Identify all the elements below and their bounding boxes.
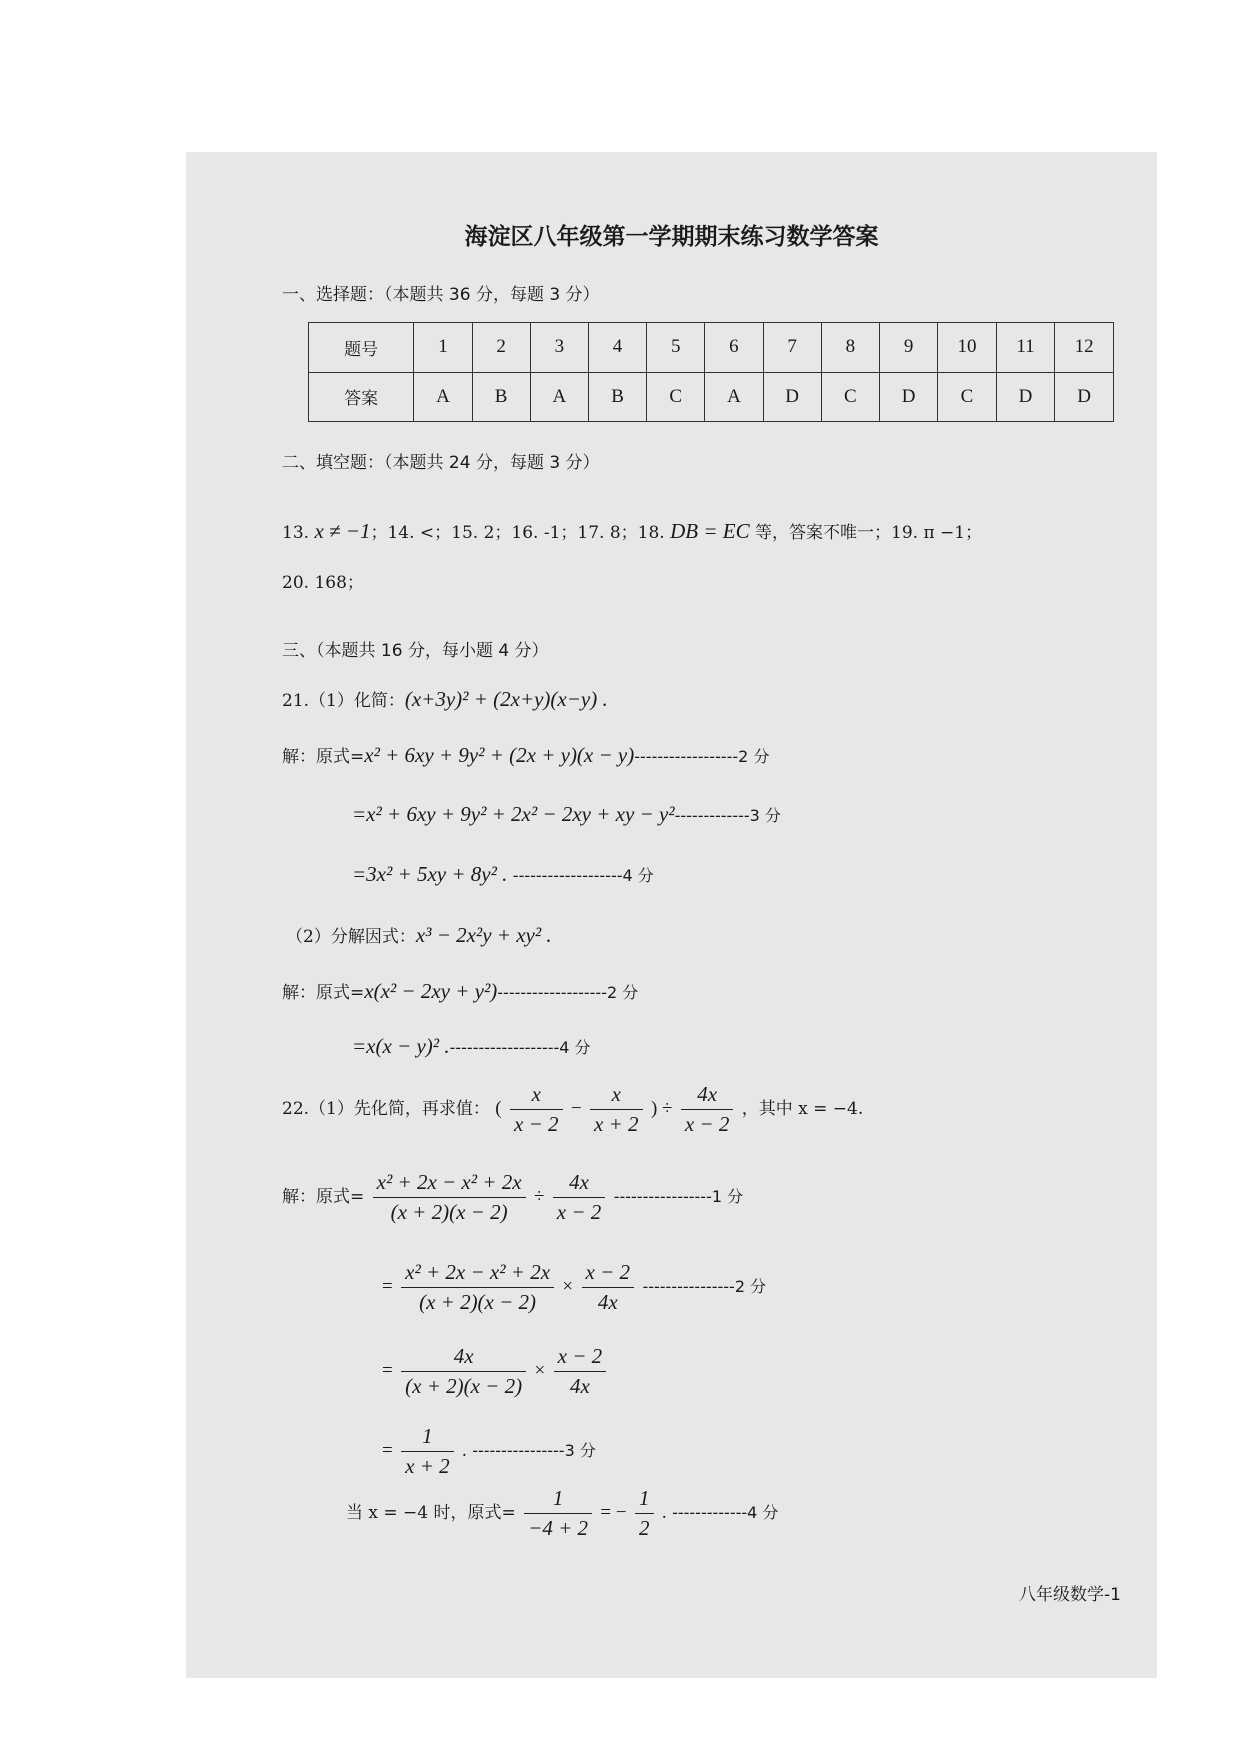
score-mark: ------------------2 分: [634, 747, 770, 766]
table-cell: C: [821, 372, 879, 422]
q21-1-step2-expr: =x² + 6xy + 9y² + 2x² − 2xy + xy − y²: [352, 802, 675, 826]
section3-heading: 三、（本题共 16 分，每小题 4 分）: [282, 641, 549, 661]
table-cell: 8: [821, 323, 879, 373]
table-cell: D: [763, 372, 821, 422]
q21-1-step2: [352, 802, 781, 827]
table-cell: 11: [996, 323, 1055, 373]
q21-1-expr: (x+3y)² + (2x+y)(x−y) .: [404, 687, 608, 711]
fraction: $\frac{\text{x² + 2x − x² + 2x}}{(x + 2)(x - 2)}$: [373, 1170, 526, 1225]
table-cell: 6: [705, 323, 763, 373]
table-cell: C: [647, 372, 705, 422]
table-cell: D: [996, 372, 1055, 422]
q21-1-prompt: [282, 686, 608, 712]
page-title: 海淀区八年级第一学期期末练习数学答案: [464, 224, 879, 250]
q22-final: 当 x = −4 时，原式= $\frac{1}{-4 + 2}$ = − $\frac{1}{2}$ . -------------4 分: [346, 1486, 779, 1540]
section1-heading: 一、选择题：（本题共 36 分，每题 3 分）: [282, 285, 600, 305]
table-cell: A: [414, 372, 472, 422]
q22-final-label: 当 x = −4 时，原式=: [346, 1503, 516, 1523]
fraction: $\frac{4x}{(x + 2)(x - 2)}$: [401, 1344, 526, 1399]
q22-label: 22.（1）先化简，再求值：: [282, 1099, 490, 1119]
answers-14-18: ；14. <；15. 2；16. -1；17. 8；18.: [370, 523, 665, 543]
q21-2-prompt: [286, 922, 552, 948]
page-footer: 八年级数学-1: [1019, 1585, 1121, 1605]
q21-2-step1-expr: x(x² − 2xy + y²): [364, 979, 498, 1003]
fraction: $\frac{1}{x + 2}$: [401, 1424, 454, 1479]
fraction: $\frac{1}{-4 + 2}$: [524, 1486, 592, 1541]
fraction: $\frac{4x}{x - 2}$: [681, 1082, 734, 1137]
solution-label: 解：原式=: [282, 747, 365, 767]
q21-1-label: 21.（1）化简：: [282, 691, 405, 711]
table-cell: 2: [472, 323, 530, 373]
table-cell: D: [1055, 372, 1114, 422]
fraction: $\frac{1}{2}$: [635, 1486, 654, 1541]
q21-2-expr: x³ − 2x²y + xy² .: [415, 923, 552, 947]
q22-step4: = $\frac{1}{x + 2}$ . ----------------3 分: [382, 1424, 596, 1478]
q21-1-step3: [352, 862, 654, 887]
answer-13-label: 13.: [282, 523, 310, 543]
table-header-cell: 答案: [309, 372, 414, 422]
score-mark: ----------------2 分: [642, 1277, 767, 1296]
solution-label: 解：原式=: [282, 1187, 365, 1207]
table-cell: B: [472, 372, 530, 422]
q22-step3: = $\frac{4x}{(x + 2)(x - 2)}$ × $\frac{x - 2}{4x}$: [382, 1344, 609, 1399]
table-cell: B: [588, 372, 646, 422]
section2-answers-line1: [282, 518, 982, 544]
q21-2-step1: [282, 978, 638, 1004]
q21-1-step1-expr: x² + 6xy + 9y² + (2x + y)(x − y): [364, 743, 635, 767]
table-cell: C: [938, 372, 997, 422]
table-cell: 9: [879, 323, 937, 373]
section2-heading: 二、填空题：（本题共 24 分，每题 3 分）: [282, 453, 600, 473]
fraction: $\frac{x - 2}{4x}$: [554, 1344, 607, 1399]
fraction: $\frac{x}{x - 2}$: [510, 1082, 563, 1137]
table-cell: 12: [1055, 323, 1114, 373]
table-cell: A: [530, 372, 588, 422]
answer-table: [308, 322, 1114, 422]
q22-condition: ，其中 x = −4.: [741, 1099, 864, 1119]
fraction: $\frac{\text{x² + 2x − x² + 2x}}{(x + 2)(x - 2)}$: [401, 1260, 554, 1315]
fraction: $\frac{x}{x + 2}$: [590, 1082, 643, 1137]
table-row: [309, 323, 1114, 373]
table-header-cell: 题号: [309, 323, 414, 373]
fraction: $\frac{x - 2}{4x}$: [582, 1260, 635, 1315]
table-cell: 1: [414, 323, 472, 373]
table-row: [309, 372, 1114, 422]
score-mark: -------------------4 分: [512, 866, 654, 885]
score-mark: -----------------1 分: [613, 1187, 744, 1206]
scanned-page: [186, 152, 1157, 1678]
q22-prompt: 22.（1）先化简，再求值： ( $\frac{x}{x - 2}$ − $\frac{x}{x + 2}$ ) ÷ $\frac{4x}{x - 2}$ ，其中 x = −4.: [282, 1082, 864, 1136]
q22-step1: 解：原式= $\frac{\text{x² + 2x − x² + 2x}}{(x + 2)(x - 2)}$ ÷ $\frac{4x}{x - 2}$ -----------------1 分: [282, 1170, 744, 1224]
score-mark: -------------4 分: [672, 1503, 779, 1522]
answers-18-19: 等，答案不唯一；19. π −1；: [755, 523, 983, 543]
solution-label: 解：原式=: [282, 983, 365, 1003]
score-mark: -------------3 分: [674, 806, 781, 825]
table-cell: 5: [647, 323, 705, 373]
fraction: $\frac{4x}{x - 2}$: [553, 1170, 606, 1225]
table-cell: 4: [588, 323, 646, 373]
score-mark: -------------------4 分: [449, 1038, 591, 1057]
q21-1-step1: [282, 742, 769, 768]
section2-answers-line2: 20. 168；: [282, 573, 364, 593]
q21-1-step3-expr: =3x² + 5xy + 8y² .: [352, 862, 508, 886]
q21-2-step2: [352, 1034, 591, 1059]
answer-18-expr: DB = EC: [670, 519, 750, 543]
table-cell: A: [705, 372, 763, 422]
table-cell: D: [879, 372, 937, 422]
answer-13-expr: x ≠ −1: [314, 519, 371, 543]
q21-2-step2-expr: =x(x − y)² .: [352, 1034, 450, 1058]
q22-step2: = $\frac{\text{x² + 2x − x² + 2x}}{(x + 2)(x - 2)}$ × $\frac{x - 2}{4x}$ ----------------2 分: [382, 1260, 767, 1314]
q21-2-label: （2）分解因式：: [286, 927, 416, 947]
score-mark: -------------------2 分: [497, 983, 639, 1002]
table-cell: 7: [763, 323, 821, 373]
score-mark: ----------------3 分: [472, 1441, 596, 1460]
table-cell: 10: [938, 323, 997, 373]
table-cell: 3: [530, 323, 588, 373]
